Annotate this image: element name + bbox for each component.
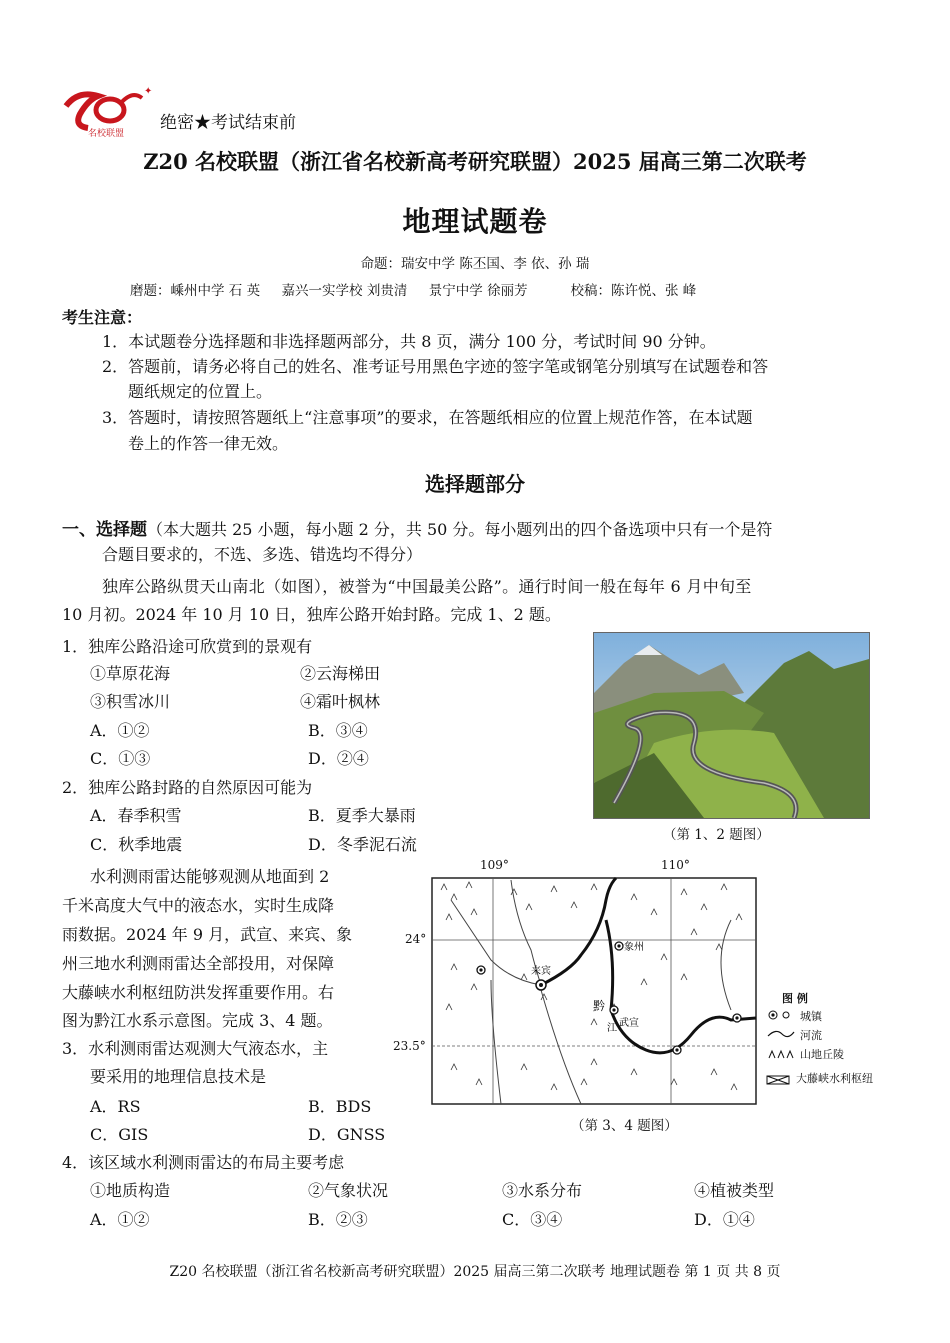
q4-option-a: A．①② — [90, 1210, 150, 1229]
fig1-caption: （第 1、2 题图） — [663, 827, 770, 843]
passage2-l1: 水利测雨雷达能够观测从地面到 2 — [90, 867, 330, 886]
notice-2b: 题纸规定的位置上。 — [128, 382, 273, 401]
section-label: 一、选择题 — [62, 520, 147, 540]
section-intro-a: （本大题共 25 小题，每小题 2 分，共 50 分。每小题列出的四个备选项中只有一个是符 — [147, 520, 773, 539]
legend-hill: 山地丘陵 — [800, 1048, 844, 1061]
alliance-logo — [58, 84, 154, 140]
passage2-l4: 州三地水利测雨雷达全部投用，对保障 — [62, 954, 335, 973]
legend-city: 城镇 — [800, 1010, 822, 1023]
q4-s2: ②气象状况 — [308, 1181, 389, 1200]
q4-option-c: C．③④ — [502, 1210, 563, 1229]
q2-option-b: B．夏季大暴雨 — [308, 806, 416, 825]
q1-s2: ②云海梯田 — [300, 664, 381, 683]
q1-s3: ③积雪冰川 — [90, 692, 171, 711]
passage2-l3: 雨数据。2024 年 9 月，武宣、来宾、象 — [62, 925, 353, 944]
notice-heading: 考生注意： — [62, 308, 143, 327]
section-intro — [62, 515, 772, 540]
fig2-caption: （第 3、4 题图） — [571, 1118, 678, 1134]
q1-s4: ④霜叶枫林 — [300, 692, 381, 711]
q3-option-b: B．BDS — [308, 1097, 372, 1116]
subject-title: 地理试题卷 — [402, 205, 548, 238]
notice-2a: 2．答题前，请务必将自己的姓名、准考证号用黑色字迹的签字笔或钢笔分别填写在试题卷和答 — [102, 357, 769, 376]
legend-hill-icon — [766, 1045, 796, 1061]
q2-option-a: A．春季积雪 — [90, 806, 182, 825]
section-intro-b: 合题目要求的，不选、多选、错选均不得分） — [102, 545, 423, 564]
map-lon-109: 109° — [480, 858, 509, 872]
duku-highway-photo — [593, 632, 870, 819]
q2-option-c: C．秋季地震 — [90, 835, 183, 854]
q1-option-a: A．①② — [90, 721, 150, 740]
map-city-wuxuan: 武宣 — [619, 1018, 639, 1029]
notice-3b: 卷上的作答一律无效。 — [128, 434, 289, 453]
q3-option-a: A．RS — [90, 1097, 141, 1116]
qianjiang-river-map — [431, 860, 757, 1105]
q4-option-d: D．①④ — [694, 1210, 755, 1229]
q3-option-d: D．GNSS — [308, 1125, 386, 1144]
legend-dam-icon — [766, 1071, 792, 1083]
page-footer: Z20 名校联盟（浙江省名校新高考研究联盟）2025 届高三第二次联考 地理试题卷 第 1 页 共 8 页 — [169, 1264, 781, 1280]
exam-title: Z20 名校联盟（浙江省名校新高考研究联盟）2025 届高三第二次联考 — [143, 149, 807, 174]
passage1-a: 独库公路纵贯天山南北（如图），被誉为“中国最美公路”。通行时间一般在每年 6 月中旬至 — [102, 577, 752, 596]
q4-stem: 4．该区域水利测雨雷达的布局主要考虑 — [62, 1153, 345, 1172]
credits-reviewers: 磨题：嵊州中学 石 英 嘉兴一实学校 刘贵清 景宁中学 徐丽芳 校稿：陈许悦、张 峰 — [130, 283, 697, 299]
q4-s1: ①地质构造 — [90, 1181, 171, 1200]
map-lat-24: 24° — [405, 932, 427, 946]
notice-1: 1．本试题卷分选择题和非选择题两部分，共 8 页，满分 100 分，考试时间 90 分钟。 — [102, 332, 716, 351]
credits-setters: 命题：瑞安中学 陈丕国、李 依、孙 瑞 — [360, 256, 590, 272]
logo-text: 名校联盟 — [88, 129, 125, 139]
secret-label: 绝密★考试结束前 — [160, 113, 296, 133]
legend-title: 图 例 — [782, 992, 808, 1005]
notice-3a: 3．答题时，请按照答题纸上“注意事项”的要求，在答题纸相应的位置上规范作答，在本试题 — [102, 408, 753, 427]
legend-river-icon — [766, 1026, 796, 1042]
q4-option-b: B．②③ — [308, 1210, 368, 1229]
q2-option-d: D．冬季泥石流 — [308, 835, 417, 854]
passage2-l2: 千米高度大气中的液态水，实时生成降 — [62, 896, 335, 915]
q3-option-c: C．GIS — [90, 1125, 149, 1144]
legend-dam: 大藤峡水利枢纽 — [796, 1072, 873, 1085]
q1-option-d: D．②④ — [308, 749, 369, 768]
map-river-label: 黔 — [593, 999, 606, 1013]
q3-stem-b: 要采用的地理信息技术是 — [90, 1067, 267, 1086]
map-city-laibin: 来宾 — [531, 966, 551, 977]
q1-option-c: C．①③ — [90, 749, 151, 768]
map-river-label-2: 江 — [607, 1023, 617, 1034]
q4-s4: ④植被类型 — [694, 1181, 775, 1200]
legend-river: 河流 — [800, 1029, 822, 1042]
q1-s1: ①草原花海 — [90, 664, 171, 683]
map-city-xiangzhou: 象州 — [624, 942, 644, 953]
legend-city-icon — [766, 1007, 796, 1023]
q2-stem: 2．独库公路封路的自然原因可能为 — [62, 778, 313, 797]
passage2-l5: 大藤峡水利枢纽防洪发挥重要作用。右 — [62, 983, 335, 1002]
passage2-l6: 图为黔江水系示意图。完成 3、4 题。 — [62, 1011, 333, 1030]
section-title: 选择题部分 — [425, 472, 525, 496]
q4-s3: ③水系分布 — [502, 1181, 583, 1200]
svg-text:✦: ✦ — [144, 86, 153, 97]
map-lat-23-5: 23.5° — [393, 1039, 426, 1053]
q1-option-b: B．③④ — [308, 721, 368, 740]
map-lon-110: 110° — [661, 858, 690, 872]
passage1-b: 10 月初。2024 年 10 月 10 日，独库公路开始封路。完成 1、2 题。 — [62, 605, 561, 624]
q1-stem: 1．独库公路沿途可欣赏到的景观有 — [62, 637, 313, 656]
q3-stem-a: 3．水利测雨雷达观测大气液态水，主 — [62, 1039, 329, 1058]
